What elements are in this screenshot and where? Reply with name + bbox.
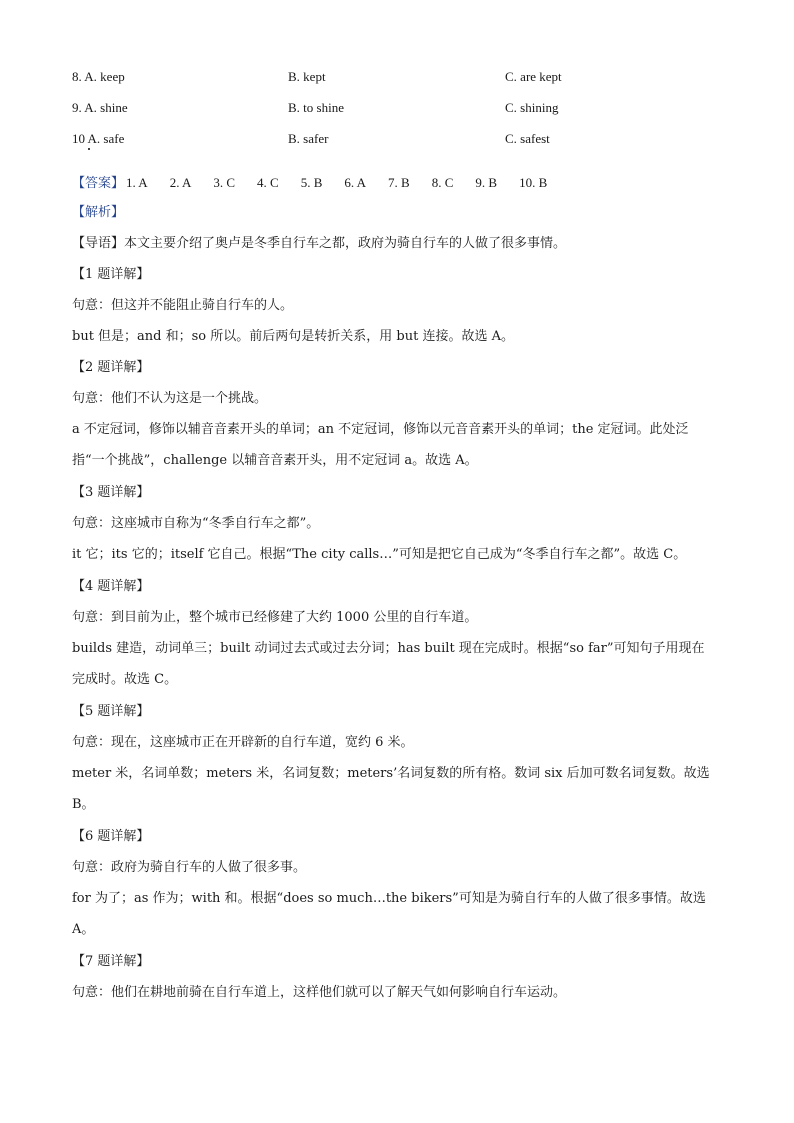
option-a: 8. A. keep — [72, 69, 125, 84]
q1-meaning: 句意：但这并不能阻止骑自行车的人。 — [72, 298, 294, 313]
q6-meaning: 句意：政府为骑自行车的人做了很多事。 — [72, 860, 307, 875]
q6-explanation-cont: A。 — [72, 922, 95, 937]
option-row-10 — [72, 131, 752, 151]
q4-explanation-cont: 完成时。故选 C。 — [72, 672, 178, 687]
answer-item: 1. A — [126, 175, 148, 190]
q6-explanation: for 为了；as 作为；with 和。根据“does so much…the bikers”可知是为骑自行车的人做了很多事情。故选 — [72, 891, 706, 906]
answer-item: 9. B — [475, 175, 498, 190]
q2-explanation-cont: 指“一个挑战”，challenge 以辅音音素开头，用不定冠词 a。故选 A。 — [72, 453, 478, 468]
option-b: B. kept — [288, 69, 326, 84]
option-a: 9. A. shine — [72, 100, 128, 115]
q5-meaning: 句意：现在，这座城市正在开辟新的自行车道，宽约 6 米。 — [72, 735, 414, 750]
answer-line — [72, 172, 569, 191]
answer-item: 6. A — [344, 175, 367, 190]
answer-item: 8. C — [431, 175, 454, 190]
answer-item: 3. C — [213, 175, 236, 190]
option-c: C. shining — [505, 100, 559, 115]
option-row-8 — [72, 69, 752, 89]
answer-item: 10. B — [519, 175, 548, 190]
q7-heading: 【7 题详解】 — [72, 954, 150, 969]
q5-explanation-cont: B。 — [72, 797, 95, 812]
option-row-9 — [72, 100, 752, 120]
q4-explanation: builds 建造，动词单三；built 动词过去式或过去分词；has built 现在完成时。根据“so far”可知句子用现在 — [72, 641, 705, 656]
q4-meaning: 句意：到目前为止，整个城市已经修建了大约 1000 公里的自行车道。 — [72, 610, 478, 625]
option-c: C. safest — [505, 131, 550, 146]
option-c: C. are kept — [505, 69, 562, 84]
q2-meaning: 句意：他们不认为这是一个挑战。 — [72, 391, 268, 406]
option-b: B. to shine — [288, 100, 344, 115]
analysis-title: 【解析】 — [72, 205, 125, 220]
q3-explanation: it 它；its 它的；itself 它自己。根据“The city calls…”可知是把它自己成为“冬季自行车之都”。故选 C。 — [72, 547, 687, 562]
answer-tag: 【答案】 — [72, 175, 125, 190]
intro-text: 【导语】本文主要介绍了奥卢是冬季自行车之都，政府为骑自行车的人做了很多事情。 — [72, 236, 567, 251]
option-a: 10 A. safe — [72, 131, 125, 146]
q5-explanation: meter 米，名词单数；meters 米，名词复数；meters’名词复数的所有格。数词 six 后加可数名词复数。故选 — [72, 766, 710, 781]
q1-heading: 【1 题详解】 — [72, 267, 150, 282]
q6-heading: 【6 题详解】 — [72, 829, 150, 844]
answer-item: 5. B — [300, 175, 323, 190]
q3-meaning: 句意：这座城市自称为“冬季自行车之都”。 — [72, 516, 320, 531]
answer-item: 7. B — [388, 175, 410, 190]
answer-item: 2. A — [169, 175, 192, 190]
q1-explanation: but 但是；and 和；so 所以。前后两句是转折关系，用 but 连接。故选 A。 — [72, 329, 514, 344]
q7-meaning: 句意：他们在耕地前骑在自行车道上，这样他们就可以了解天气如何影响自行车运动。 — [72, 985, 567, 1000]
q3-heading: 【3 题详解】 — [72, 485, 150, 500]
q5-heading: 【5 题详解】 — [72, 704, 150, 719]
option-b: B. safer — [288, 131, 329, 146]
answer-item: 4. C — [257, 175, 279, 190]
stray-mark — [88, 148, 90, 150]
q2-heading: 【2 题详解】 — [72, 360, 150, 375]
q4-heading: 【4 题详解】 — [72, 579, 150, 594]
q2-explanation: a 不定冠词，修饰以辅音音素开头的单词；an 不定冠词，修饰以元音音素开头的单词；the 定冠词。此处泛 — [72, 422, 689, 437]
